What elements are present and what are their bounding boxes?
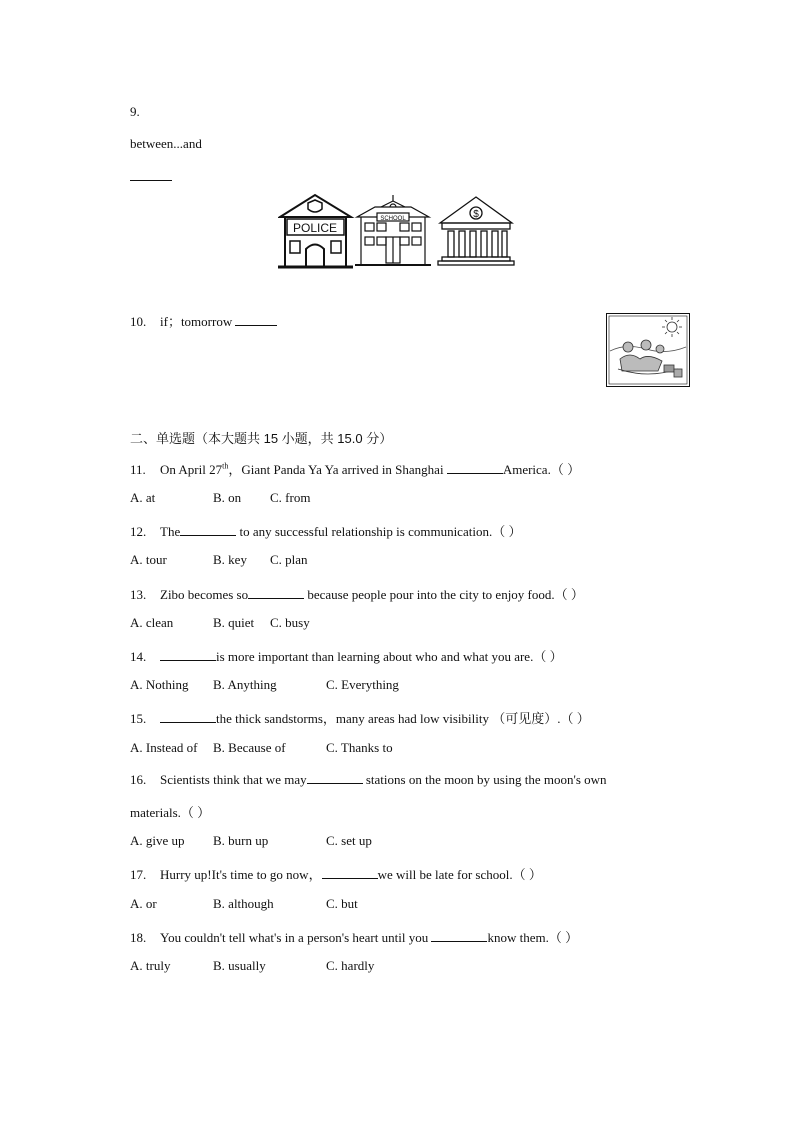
school-label: SCHOOL	[380, 216, 406, 222]
answer-blank	[248, 586, 304, 599]
option-c[interactable]: C. Thanks to	[326, 740, 393, 755]
question-11	[130, 459, 580, 478]
question-12	[130, 521, 521, 540]
question-number: 12.	[130, 524, 147, 539]
svg-text:$: $	[473, 209, 479, 220]
option-c[interactable]: C. plan	[270, 552, 308, 567]
option-a[interactable]: A. Instead of	[130, 740, 198, 755]
question-text-end: know them.（ ）	[487, 930, 579, 945]
question-text: Zibo becomes so	[160, 587, 249, 602]
question-text-cont: ，Giant Panda Ya Ya arrived in Shanghai	[228, 462, 447, 477]
answer-blank	[447, 461, 503, 474]
question-text: Hurry up!It's time to go now，	[160, 867, 322, 882]
question-superscript: th	[222, 461, 229, 471]
question-15	[130, 708, 590, 727]
option-a[interactable]: A. Nothing	[130, 677, 189, 692]
question-number: 16.	[130, 772, 147, 787]
police-label: POLICE	[292, 221, 338, 235]
question-text: The	[160, 524, 181, 539]
answer-blank	[307, 771, 363, 784]
question-text-end: to any successful relationship is communication.（ ）	[236, 524, 522, 539]
option-b[interactable]: B. usually	[213, 958, 266, 973]
question-text: Scientists think that we may	[160, 772, 307, 787]
question-number: 14.	[130, 649, 147, 664]
option-b[interactable]: B. Anything	[213, 677, 277, 692]
answer-blank	[180, 523, 236, 536]
question-text-end: stations on the moon by using the moon's own	[362, 772, 607, 787]
option-a[interactable]: A. at	[130, 490, 156, 505]
option-a[interactable]: A. give up	[130, 833, 185, 848]
option-a[interactable]: A. clean	[130, 615, 174, 630]
question-16	[130, 771, 607, 788]
question-text: You couldn't tell what's in a person's heart until you	[160, 930, 432, 945]
bank-icon	[438, 197, 514, 265]
question-number: 18.	[130, 930, 147, 945]
answer-blank	[431, 929, 487, 942]
option-c[interactable]: C. set up	[326, 833, 372, 848]
q10-answer-blank	[235, 313, 277, 326]
option-c[interactable]: C. Everything	[326, 677, 399, 692]
question-number: 11.	[130, 462, 146, 477]
option-b[interactable]: B. on	[213, 490, 242, 505]
police-station-icon	[278, 195, 353, 267]
question-text-end: because people pour into the city to enjoy food.（ ）	[304, 587, 584, 602]
option-b[interactable]: B. although	[213, 896, 274, 911]
answer-blank	[160, 710, 216, 723]
question-text-end: America.（ ）	[502, 462, 581, 477]
q9-number: 9.	[130, 104, 140, 119]
option-b[interactable]: B. Because of	[213, 740, 286, 755]
question-text-end: we will be late for school.（ ）	[377, 867, 542, 882]
option-a[interactable]: A. truly	[130, 958, 171, 973]
option-c[interactable]: C. but	[326, 896, 358, 911]
question-18	[130, 927, 578, 946]
option-c[interactable]: C. from	[270, 490, 311, 505]
question-13	[130, 584, 584, 603]
option-a[interactable]: A. tour	[130, 552, 167, 567]
answer-blank	[322, 866, 378, 879]
picnic-illustration	[606, 313, 690, 387]
question-number: 17.	[130, 867, 147, 882]
q10-number: 10.	[130, 314, 147, 329]
buildings-illustration	[278, 193, 518, 269]
option-c[interactable]: C. busy	[270, 615, 310, 630]
question-14	[130, 646, 563, 665]
question-number: 15.	[130, 711, 147, 726]
question-text-end: the thick sandstorms，many areas had low visibility （可见度）.（ ）	[216, 711, 590, 726]
section-heading: 二、单选题（本大题共 15 小题，共 15.0 分）	[130, 431, 393, 446]
q10-line	[130, 311, 277, 330]
option-c[interactable]: C. hardly	[326, 958, 375, 973]
option-b[interactable]: B. burn up	[213, 833, 269, 848]
answer-blank	[160, 648, 216, 661]
option-b[interactable]: B. quiet	[213, 615, 255, 630]
q9-answer-blank	[130, 168, 172, 181]
question-16-line2: materials.（ ）	[130, 805, 211, 820]
question-text-end: is more important than learning about who and what you are.（ ）	[216, 649, 563, 664]
school-icon	[355, 195, 431, 265]
q9-hint: between...and	[130, 136, 202, 151]
option-b[interactable]: B. key	[213, 552, 247, 567]
question-17	[130, 864, 542, 883]
q10-hint: if；tomorrow	[160, 314, 233, 329]
question-text: On April 27	[160, 462, 223, 477]
option-a[interactable]: A. or	[130, 896, 157, 911]
question-number: 13.	[130, 587, 147, 602]
